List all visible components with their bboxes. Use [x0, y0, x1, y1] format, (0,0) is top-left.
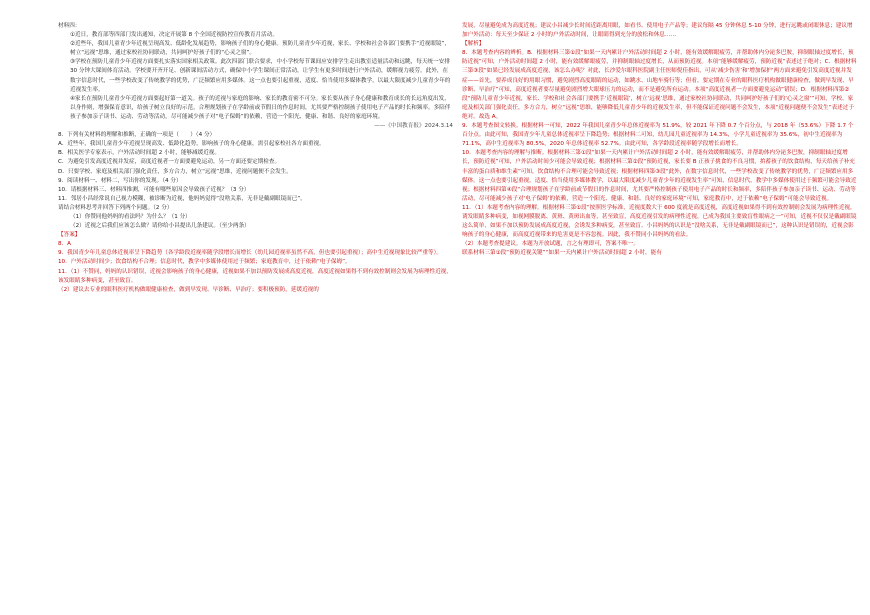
left-paragraph: ②近些年，我国儿童青少年近视呈现高发、低龄化发展趋势，影响孩子们的身心健康。预防儿童青少年近视，家长、学校和社会各部门要携手“近视眼镜”，树立“远视”思维，通过家校社协同联动，共同呵护好孩子们的“心灵之窗”。: [70, 41, 451, 57]
left-paragraph: 【答案】: [58, 232, 81, 239]
right-paragraph: 发展，尽量避免成为高度近视；建议小昌减少长时间近距离用眼，如看书、使用电子产品等；建议每隔 45 分钟休息 5-10 分钟，进行远眺或闭眼休息；建议增加户外活动：每天至少保证 2 小时的户外活动时间，让眼睛得到充分的放松和休息……: [462, 23, 853, 39]
right-paragraph: 9．本题考查图文转换。根据材料一可知，2022 年我国儿童青少年总体近视率为 51.9%，较 2021 年下降 0.7 个百分点，与 2018 年（53.6%）下降 1.7 个百分点。由此可知，我国青少年儿童总体近视率呈下降趋势；根据材料二可知，幼儿园儿童近视率为 14.3%，小学儿童近视率为 35.6%，初中生近视率为 71.1%，高中生近视率为 80.5%，2020 年总体近视率 52.7%。由此可知，各学龄段近视率随学段增长而增长。: [462, 123, 854, 148]
left-paragraph: 8．A: [58, 241, 71, 248]
left-paragraph: 10．请根据材料三、材料四推测，可能有哪些原因会导致孩子近视？（3 分）: [58, 186, 250, 193]
left-paragraph: （1）你赞同他妈妈的看法吗？为什么？（1 分）: [70, 213, 191, 220]
left-paragraph: B．相关医学专家表示，户外活动时间超 2 小时，能够减缓近视。: [58, 150, 220, 157]
left-paragraph: ④家长在预防儿童青少年近视方面要起好第一道关。孩子的近视与家庭的影响、家长的教育密不可分。家长要从孩子身心健康和教育成长的长远角度出发，以身作则，增强保育意识，给孩子树立良好的示范。合理规划孩子在学龄前或节假日的作息时间，尤其要严格控制孩子使用电子产品的时长和频率。多陪伴孩子参加亲子读书、运动、劳动等活动，尽可能减少孩子对“电子保姆”的依赖，营造一个阳光、健康、和谐、良好的家庭环境。: [70, 95, 451, 120]
left-paragraph: 材料四：: [58, 23, 81, 29]
left-paragraph: 9．阅读材料一、材料二，写出你的发现。（4 分）: [58, 177, 182, 184]
left-paragraph: C．为避免引发高度近视并发症，高度近视者一方面要避免运动，另一方面还要定期检查。: [58, 159, 281, 166]
left-paragraph: 请结合材料思考并回答下列两个问题。（2 分）: [58, 204, 173, 211]
right-paragraph: 8．本题考查内容的辨析。B．根据材料三第①段“如果一天内累计户外活动时间超 2 小时，能有效缓解眼疲劳，并帮助体内分泌多巴胺，抑制眼轴过度增长，预防近视”可知，户外活动时间超 2 小时，能有效缓解眼疲劳，并抑制眼轴过度增长，从而预防近视。本项“能够缓解疲劳，预防近视”表述过于绝对；C．根据材料三第③段“如果已经发展成高度近视，该怎么办呢？对此，长沙爱尔眼科医院副主任医师倪佳指出，可从‘减少伤害’和‘增加保护’两方面来避免引发高度近视并发症——首先，要养成良好的用眼习惯，避免剧烈高度眼睛的运动，如跳水、山地车骑行等；但看，要定期在专业的眼科医疗机构做眼健康检查，做到早发现、早诊断、早治疗”可知，高度近视者要尽量避免剧烈增大眼球压力的运动，而不是避免所有运动。本项“高度近视者一方面要避免运动”错误；D．根据材料四第②段“预防儿童青少年近视，家长、学校和社会各部门要携手‘近视眼镜’，树立‘远视’思维，通过家校社协同联动，共同呵护好孩子们的‘心灵之窗’”可知，学校、家庭及相关部门强化责任，多方合力，树立“远视”思维，能够降低儿童青少年的近视发生率，但不能保证近视问题不会发生，本项“近视问题便不会发生”表述过于绝对。故选 A。: [462, 50, 857, 120]
left-paragraph: （2）建议去专业的眼科医疗机构做眼健康检查，做到早发现、早诊断、早治疗；要积极预防，延缓近视的: [58, 286, 319, 293]
left-paragraph: ①近日，教育部等四部门发出通知，决定开展第 8 个全国近视防控宣传教育月活动。: [70, 32, 278, 39]
right-paragraph: 11．（1）本题考查内容的理解。根据材料三第①段“按照医学标准，近视度数大于 600 度就是高度近视，高度近视如果得不到有效控制则会发展为病理性近视，诱发眼睛多种病变，如视网膜脱离、黄斑、黄斑出血等，甚至致盲，高度近视引发的病理性近视，已成为我国主要致盲性眼病之一”可知，近视不仅仅是戴副眼镜这么简单，如果不加以预防发展成高度近视，会诱发多种病变，甚至致盲。小昌妈妈的认识是“没啥关系，无非是戴副眼镜而已”，这种认识是错误的，近视会影响孩子的身心健康，而高度近视带来的危害更是不容忽视。因此，我不赞同小昌妈妈的看法。: [462, 204, 857, 239]
left-paragraph: 9．我国青少年儿童总体近视率呈下降趋势（各学龄段近视率随学段增长而增长（幼儿园近视率虽然不高，但也要引起重视）；高中生近视现象比较严重等）。: [58, 250, 442, 257]
right-paragraph: 10．本题考查内容的理解与推断。根据材料三第①段“如果一天内累计户外活动时间超 2 小时，能有效缓解眼疲劳，并帮助体内分泌多巴胺，抑制眼轴过度增长，预防近视”可知，户外活动时间少可能会导致近视；根据材料三第②段“预防近视，家长要 B 正孩子挑食的不良习惯，拚蓄孩子的饮食结构，每天给孩子补充丰富的蛋白质和维生素”可知，饮食结构不合理可能会导致近视；根据材料四第③段“此外，在数字信息时代，一些学校改变了传统教学的优势，广泛频繁应用多媒体。这一点也要引起重视，适度、恰当使用多媒体教学，以最大限度减少儿童青少年的近视发生率”可知，信息时代，教学中多媒体使用过于频繁可能会导致近视；根据材料四第④段“合理规划孩子在学龄前或节假日的作息时间，尤其要严格控制孩子使用电子产品的时长和频率，多陪伴孩子参加亲子读书、运动、劳动等活动，尽可能减少孩子对‘电子保姆’的依赖，营造一个阳光、健康、和谐、良好的家庭环境”可知，家庭教育中，过于依赖“电子保姆”可能会导致近视。: [462, 150, 857, 202]
right-paragraph: 【解析】: [462, 41, 485, 48]
left-paragraph: 11．邻居小昌经常说自己视力模糊，被诊断为近视，他妈妈觉得“没啥关系，无非是戴副眼镜而已”。: [58, 195, 306, 202]
right-paragraph: 联系材料三第①段“预防近视关键”“如果一天内累计户外活动时间超 2 小时，能有: [462, 250, 662, 257]
left-paragraph: ③学校在预防儿童青少年近视方面要扎实落实国家相关政策。此次四部门联合要求，中小学校每节课间应安排学生走出教室适量活动和远眺，每天统一安排 30 分钟大课间体育活动。学校要开齐开足、创新课间活动方式，确保中小学生课间正常活动，让学生有更多时间进行户外活动，缓解视力疲劳。此外，在数字信息时代，一些学校改变了传统教学的优势，广泛频繁应用多媒体。这一点也要引起重视，适度、恰当使用多媒体教学，以最大限度减少儿童青少年的近视发生率。: [70, 59, 451, 93]
left-paragraph: 10．户外活动时间少；饮食结构不合理；信息时代，教学中多媒体使用过于频繁；家庭教育中，过于依赖“电子保姆”。: [58, 259, 351, 266]
left-paragraph: ——《中国教育报》2024.3.14: [374, 123, 453, 130]
right-paragraph: （2）本题考查提建议。本题为开放试题，言之有理即可，答案不唯一。: [462, 241, 639, 248]
left-paragraph: 11．（1）不赞同，妈妈的认识错误，近视会影响孩子的身心健康，近视如果不加以预防发展成高度近视，高度近视如果得不到有效控制则会发展为病理性近视，该发眼睛多种病变，甚至致盲。: [58, 268, 452, 284]
left-paragraph: 8．下列有关材料的理解和推断，正确的一项是（ ）（4 分）: [58, 132, 216, 139]
left-column: [58, 22, 453, 607]
left-paragraph: D．只要学校、家庭及相关部门强化责任，多方合力，树立“远视”思维，近视问题便不会发生。: [58, 168, 292, 175]
left-paragraph: A．近些年，我国儿童青少年近视呈现高发、低龄化趋势，影响孩子的身心健康，需引起家校社各方面重视。: [58, 141, 325, 148]
right-column: [462, 22, 857, 607]
left-paragraph: （2）近视之后我们应该怎么做？请你给小昌提出几条建议。（至少两条）: [70, 223, 250, 230]
